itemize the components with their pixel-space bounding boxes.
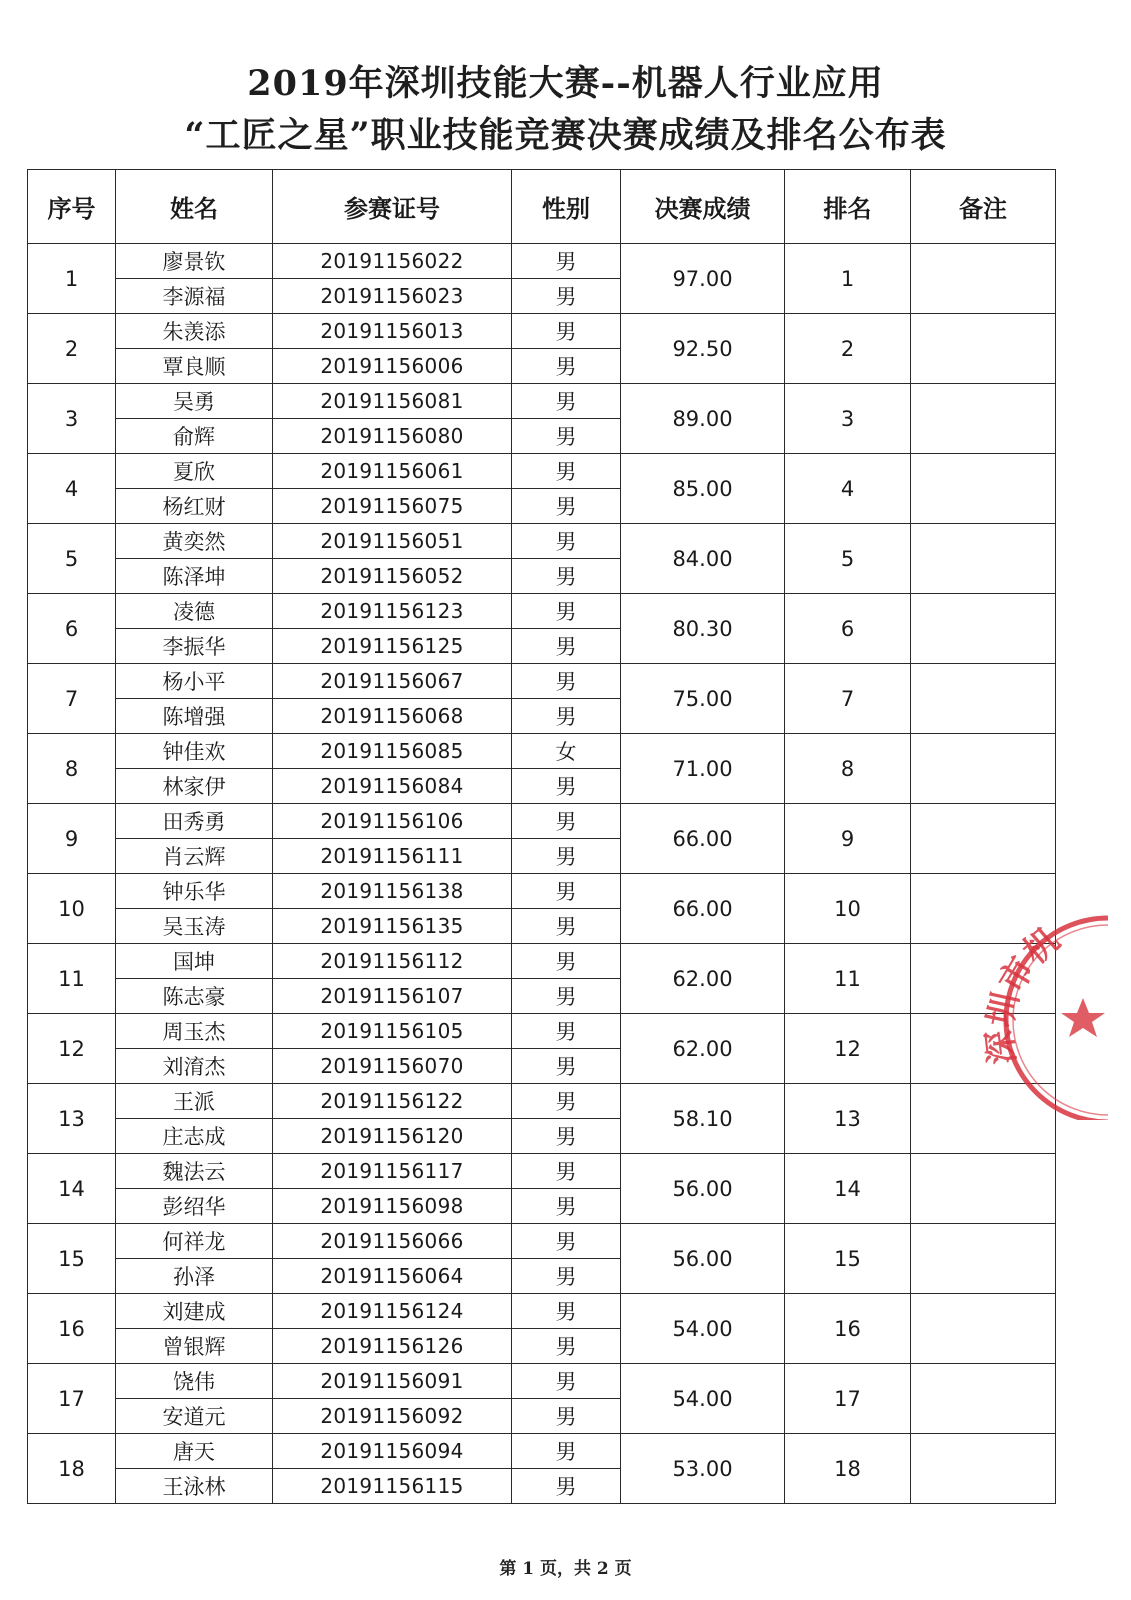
name-cell: 黄奕然 bbox=[116, 524, 273, 559]
name-cell: 廖景钦 bbox=[116, 244, 273, 279]
entry-id-cell: 20191156064 bbox=[273, 1259, 512, 1294]
gender-cell: 男 bbox=[512, 1224, 621, 1259]
table-row bbox=[28, 314, 1056, 349]
official-seal bbox=[978, 910, 1108, 1120]
gender-cell: 男 bbox=[512, 349, 621, 384]
score-cell: 85.00 bbox=[621, 454, 785, 524]
seq-cell: 12 bbox=[28, 1014, 116, 1084]
gender-cell: 男 bbox=[512, 1259, 621, 1294]
gender-cell: 男 bbox=[512, 1294, 621, 1329]
rank-cell: 3 bbox=[785, 384, 911, 454]
entry-id-cell: 20191156115 bbox=[273, 1469, 512, 1504]
table-header-row bbox=[28, 170, 1056, 244]
note-cell bbox=[911, 244, 1056, 314]
name-cell: 陈志豪 bbox=[116, 979, 273, 1014]
seq-cell: 10 bbox=[28, 874, 116, 944]
gender-cell: 女 bbox=[512, 734, 621, 769]
rank-cell: 11 bbox=[785, 944, 911, 1014]
name-cell: 王派 bbox=[116, 1084, 273, 1119]
svg-text:深圳市机: 深圳市机 bbox=[979, 920, 1068, 1067]
entry-id-cell: 20191156091 bbox=[273, 1364, 512, 1399]
gender-cell: 男 bbox=[512, 454, 621, 489]
seq-cell: 11 bbox=[28, 944, 116, 1014]
name-cell: 饶伟 bbox=[116, 1364, 273, 1399]
seq-cell: 15 bbox=[28, 1224, 116, 1294]
gender-cell: 男 bbox=[512, 874, 621, 909]
name-cell: 俞辉 bbox=[116, 419, 273, 454]
note-cell bbox=[911, 384, 1056, 454]
seq-cell: 13 bbox=[28, 1084, 116, 1154]
entry-id-cell: 20191156135 bbox=[273, 909, 512, 944]
rank-cell: 13 bbox=[785, 1084, 911, 1154]
name-cell: 国坤 bbox=[116, 944, 273, 979]
entry-id-cell: 20191156094 bbox=[273, 1434, 512, 1469]
name-cell: 魏法云 bbox=[116, 1154, 273, 1189]
table-row bbox=[28, 1434, 1056, 1469]
name-cell: 刘建成 bbox=[116, 1294, 273, 1329]
table-row bbox=[28, 454, 1056, 489]
gender-cell: 男 bbox=[512, 524, 621, 559]
seq-cell: 16 bbox=[28, 1294, 116, 1364]
gender-cell: 男 bbox=[512, 699, 621, 734]
table-row bbox=[28, 874, 1056, 909]
column-header: 姓名 bbox=[116, 170, 273, 244]
rank-cell: 8 bbox=[785, 734, 911, 804]
entry-id-cell: 20191156126 bbox=[273, 1329, 512, 1364]
score-cell: 56.00 bbox=[621, 1154, 785, 1224]
column-header: 决赛成绩 bbox=[621, 170, 785, 244]
gender-cell: 男 bbox=[512, 944, 621, 979]
gender-cell: 男 bbox=[512, 804, 621, 839]
note-cell bbox=[911, 454, 1056, 524]
entry-id-cell: 20191156006 bbox=[273, 349, 512, 384]
name-cell: 陈增强 bbox=[116, 699, 273, 734]
entry-id-cell: 20191156023 bbox=[273, 279, 512, 314]
score-cell: 58.10 bbox=[621, 1084, 785, 1154]
seq-cell: 14 bbox=[28, 1154, 116, 1224]
name-cell: 王泳林 bbox=[116, 1469, 273, 1504]
entry-id-cell: 20191156068 bbox=[273, 699, 512, 734]
gender-cell: 男 bbox=[512, 1399, 621, 1434]
score-cell: 54.00 bbox=[621, 1294, 785, 1364]
name-cell: 肖云辉 bbox=[116, 839, 273, 874]
rank-cell: 4 bbox=[785, 454, 911, 524]
column-header: 性别 bbox=[512, 170, 621, 244]
note-cell bbox=[911, 594, 1056, 664]
note-cell bbox=[911, 734, 1056, 804]
table-row bbox=[28, 594, 1056, 629]
note-cell bbox=[911, 524, 1056, 594]
note-cell bbox=[911, 1224, 1056, 1294]
note-cell bbox=[911, 1154, 1056, 1224]
gender-cell: 男 bbox=[512, 629, 621, 664]
column-header: 排名 bbox=[785, 170, 911, 244]
gender-cell: 男 bbox=[512, 384, 621, 419]
rank-cell: 17 bbox=[785, 1364, 911, 1434]
page-footer: 第 1 页，共 2 页 bbox=[499, 1559, 632, 1579]
name-cell: 田秀勇 bbox=[116, 804, 273, 839]
name-cell: 钟佳欢 bbox=[116, 734, 273, 769]
entry-id-cell: 20191156081 bbox=[273, 384, 512, 419]
entry-id-cell: 20191156075 bbox=[273, 489, 512, 524]
name-cell: 周玉杰 bbox=[116, 1014, 273, 1049]
table-row bbox=[28, 804, 1056, 839]
results-table bbox=[27, 169, 1056, 1504]
table-body bbox=[28, 244, 1056, 1504]
entry-id-cell: 20191156067 bbox=[273, 664, 512, 699]
gender-cell: 男 bbox=[512, 314, 621, 349]
name-cell: 唐天 bbox=[116, 1434, 273, 1469]
gender-cell: 男 bbox=[512, 1189, 621, 1224]
gender-cell: 男 bbox=[512, 594, 621, 629]
column-header: 序号 bbox=[28, 170, 116, 244]
gender-cell: 男 bbox=[512, 839, 621, 874]
rank-cell: 5 bbox=[785, 524, 911, 594]
entry-id-cell: 20191156051 bbox=[273, 524, 512, 559]
name-cell: 孙泽 bbox=[116, 1259, 273, 1294]
gender-cell: 男 bbox=[512, 559, 621, 594]
seq-cell: 8 bbox=[28, 734, 116, 804]
rank-cell: 7 bbox=[785, 664, 911, 734]
table-row bbox=[28, 734, 1056, 769]
score-cell: 92.50 bbox=[621, 314, 785, 384]
seq-cell: 9 bbox=[28, 804, 116, 874]
name-cell: 夏欣 bbox=[116, 454, 273, 489]
name-cell: 彭绍华 bbox=[116, 1189, 273, 1224]
gender-cell: 男 bbox=[512, 279, 621, 314]
name-cell: 安道元 bbox=[116, 1399, 273, 1434]
score-cell: 56.00 bbox=[621, 1224, 785, 1294]
seq-cell: 6 bbox=[28, 594, 116, 664]
name-cell: 钟乐华 bbox=[116, 874, 273, 909]
score-cell: 62.00 bbox=[621, 1014, 785, 1084]
table-row bbox=[28, 244, 1056, 279]
entry-id-cell: 20191156013 bbox=[273, 314, 512, 349]
seal-stamp-icon bbox=[978, 910, 1108, 1120]
table-row bbox=[28, 384, 1056, 419]
seq-cell: 17 bbox=[28, 1364, 116, 1434]
name-cell: 林家伊 bbox=[116, 769, 273, 804]
entry-id-cell: 20191156122 bbox=[273, 1084, 512, 1119]
seq-cell: 5 bbox=[28, 524, 116, 594]
table-row bbox=[28, 664, 1056, 699]
table-row bbox=[28, 1014, 1056, 1049]
entry-id-cell: 20191156105 bbox=[273, 1014, 512, 1049]
rank-cell: 10 bbox=[785, 874, 911, 944]
seq-cell: 1 bbox=[28, 244, 116, 314]
name-cell: 吴玉涛 bbox=[116, 909, 273, 944]
seq-cell: 7 bbox=[28, 664, 116, 734]
table-row bbox=[28, 944, 1056, 979]
column-header: 参赛证号 bbox=[273, 170, 512, 244]
table-row bbox=[28, 1294, 1056, 1329]
entry-id-cell: 20191156084 bbox=[273, 769, 512, 804]
entry-id-cell: 20191156112 bbox=[273, 944, 512, 979]
gender-cell: 男 bbox=[512, 664, 621, 699]
score-cell: 66.00 bbox=[621, 874, 785, 944]
name-cell: 朱羡添 bbox=[116, 314, 273, 349]
entry-id-cell: 20191156098 bbox=[273, 1189, 512, 1224]
gender-cell: 男 bbox=[512, 1084, 621, 1119]
note-cell bbox=[911, 1294, 1056, 1364]
score-cell: 80.30 bbox=[621, 594, 785, 664]
name-cell: 凌德 bbox=[116, 594, 273, 629]
score-cell: 71.00 bbox=[621, 734, 785, 804]
table-row bbox=[28, 1084, 1056, 1119]
score-cell: 97.00 bbox=[621, 244, 785, 314]
entry-id-cell: 20191156125 bbox=[273, 629, 512, 664]
entry-id-cell: 20191156061 bbox=[273, 454, 512, 489]
document-title-line-1: 2019年深圳技能大赛--机器人行业应用 bbox=[247, 63, 884, 104]
gender-cell: 男 bbox=[512, 1154, 621, 1189]
table-row bbox=[28, 1364, 1056, 1399]
gender-cell: 男 bbox=[512, 909, 621, 944]
entry-id-cell: 20191156124 bbox=[273, 1294, 512, 1329]
gender-cell: 男 bbox=[512, 1014, 621, 1049]
gender-cell: 男 bbox=[512, 979, 621, 1014]
table-row bbox=[28, 1224, 1056, 1259]
gender-cell: 男 bbox=[512, 1119, 621, 1154]
entry-id-cell: 20191156120 bbox=[273, 1119, 512, 1154]
name-cell: 曾银辉 bbox=[116, 1329, 273, 1364]
gender-cell: 男 bbox=[512, 1469, 621, 1504]
note-cell bbox=[911, 1364, 1056, 1434]
name-cell: 陈泽坤 bbox=[116, 559, 273, 594]
name-cell: 何祥龙 bbox=[116, 1224, 273, 1259]
rank-cell: 2 bbox=[785, 314, 911, 384]
name-cell: 杨红财 bbox=[116, 489, 273, 524]
gender-cell: 男 bbox=[512, 1049, 621, 1084]
note-cell bbox=[911, 314, 1056, 384]
note-cell bbox=[911, 664, 1056, 734]
entry-id-cell: 20191156085 bbox=[273, 734, 512, 769]
seq-cell: 3 bbox=[28, 384, 116, 454]
rank-cell: 14 bbox=[785, 1154, 911, 1224]
gender-cell: 男 bbox=[512, 1364, 621, 1399]
entry-id-cell: 20191156066 bbox=[273, 1224, 512, 1259]
gender-cell: 男 bbox=[512, 769, 621, 804]
entry-id-cell: 20191156107 bbox=[273, 979, 512, 1014]
score-cell: 66.00 bbox=[621, 804, 785, 874]
gender-cell: 男 bbox=[512, 1434, 621, 1469]
gender-cell: 男 bbox=[512, 1329, 621, 1364]
score-cell: 89.00 bbox=[621, 384, 785, 454]
document-title-line-2: “工匠之星”职业技能竞赛决赛成绩及排名公布表 bbox=[184, 115, 947, 156]
score-cell: 53.00 bbox=[621, 1434, 785, 1504]
name-cell: 李振华 bbox=[116, 629, 273, 664]
rank-cell: 12 bbox=[785, 1014, 911, 1084]
name-cell: 杨小平 bbox=[116, 664, 273, 699]
seq-cell: 4 bbox=[28, 454, 116, 524]
note-cell bbox=[911, 1434, 1056, 1504]
score-cell: 75.00 bbox=[621, 664, 785, 734]
name-cell: 吴勇 bbox=[116, 384, 273, 419]
entry-id-cell: 20191156070 bbox=[273, 1049, 512, 1084]
gender-cell: 男 bbox=[512, 419, 621, 454]
rank-cell: 18 bbox=[785, 1434, 911, 1504]
rank-cell: 9 bbox=[785, 804, 911, 874]
table-row bbox=[28, 1154, 1056, 1189]
table-row bbox=[28, 524, 1056, 559]
gender-cell: 男 bbox=[512, 489, 621, 524]
column-header: 备注 bbox=[911, 170, 1056, 244]
name-cell: 覃良顺 bbox=[116, 349, 273, 384]
rank-cell: 1 bbox=[785, 244, 911, 314]
gender-cell: 男 bbox=[512, 244, 621, 279]
name-cell: 庄志成 bbox=[116, 1119, 273, 1154]
entry-id-cell: 20191156117 bbox=[273, 1154, 512, 1189]
entry-id-cell: 20191156052 bbox=[273, 559, 512, 594]
entry-id-cell: 20191156111 bbox=[273, 839, 512, 874]
rank-cell: 6 bbox=[785, 594, 911, 664]
entry-id-cell: 20191156123 bbox=[273, 594, 512, 629]
name-cell: 刘淯杰 bbox=[116, 1049, 273, 1084]
entry-id-cell: 20191156106 bbox=[273, 804, 512, 839]
rank-cell: 16 bbox=[785, 1294, 911, 1364]
name-cell: 李源福 bbox=[116, 279, 273, 314]
seq-cell: 2 bbox=[28, 314, 116, 384]
rank-cell: 15 bbox=[785, 1224, 911, 1294]
entry-id-cell: 20191156138 bbox=[273, 874, 512, 909]
score-cell: 62.00 bbox=[621, 944, 785, 1014]
score-cell: 54.00 bbox=[621, 1364, 785, 1434]
seq-cell: 18 bbox=[28, 1434, 116, 1504]
note-cell bbox=[911, 804, 1056, 874]
entry-id-cell: 20191156092 bbox=[273, 1399, 512, 1434]
score-cell: 84.00 bbox=[621, 524, 785, 594]
entry-id-cell: 20191156080 bbox=[273, 419, 512, 454]
entry-id-cell: 20191156022 bbox=[273, 244, 512, 279]
